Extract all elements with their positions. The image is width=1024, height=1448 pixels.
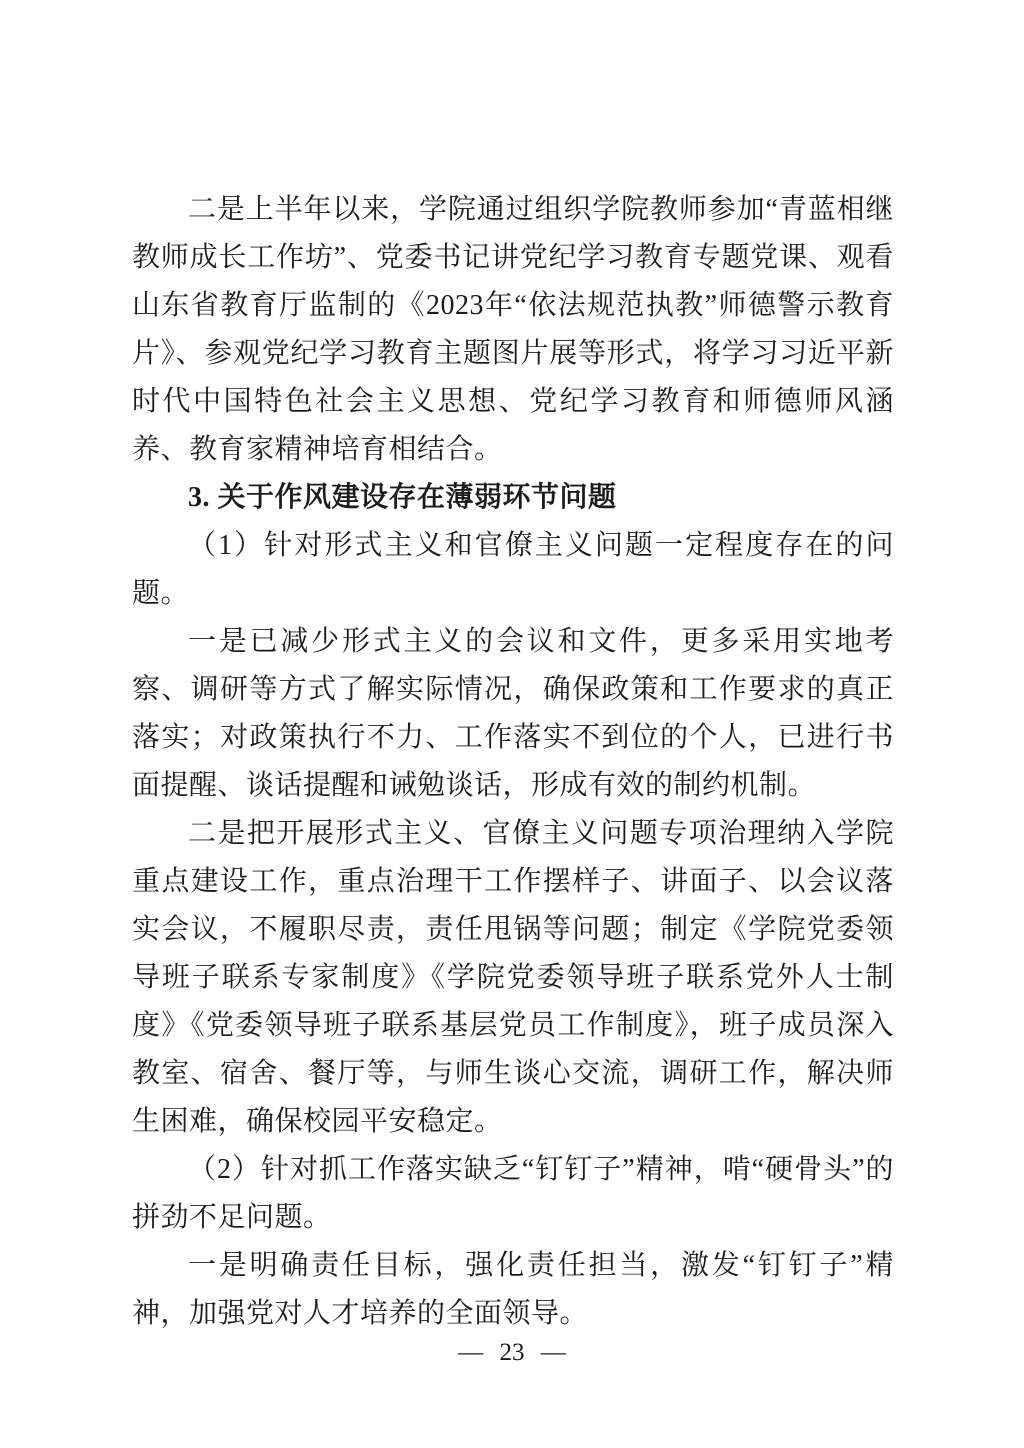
paragraph: 一是已减少形式主义的会议和文件，更多采用实地考察、调研等方式了解实际情况，确保政策和工作要求的真正落实；对政策执行不力、工作落实不到位的个人，已进行书面提醒、谈话提醒和诫勉谈话，形成有效的制约机制。	[132, 626, 894, 801]
page-number-footer: — 23 —	[458, 1339, 566, 1366]
paragraph: 一是明确责任目标，强化责任担当，激发“钉钉子”精神，加强党对人才培养的全面领导。	[132, 1250, 894, 1329]
text-block	[132, 186, 894, 1338]
section-heading: 3. 关于作风建设存在薄弱环节问题	[188, 482, 617, 513]
paragraph: 二是把开展形式主义、官僚主义问题专项治理纳入学院重点建设工作，重点治理干工作摆样子、讲面子、以会议落实会议，不履职尽责，责任甩锅等问题；制定《学院党委领导班子联系专家制度》《学院党委领导班子联系党外人士制度》《党委领导班子联系基层党员工作制度》，班子成员深入教室、宿舍、餐厅等，与师生谈心交流，调研工作，解决师生困难，确保校园平安稳定。	[132, 818, 894, 1137]
paragraph: （1）针对形式主义和官僚主义问题一定程度存在的问题。	[132, 530, 894, 609]
paragraph: 二是上半年以来，学院通过组织学院教师参加“青蓝相继教师成长工作坊”、党委书记讲党纪学习教育专题党课、观看山东省教育厅监制的《2023年“依法规范执教”师德警示教育片》、参观党纪学习教育主题图片展等形式，将学习习近平新时代中国特色社会主义思想、党纪学习教育和师德师风涵养、教育家精神培育相结合。	[132, 194, 894, 465]
paragraph: （2）针对抓工作落实缺乏“钉钉子”精神，啃“硬骨头”的拼劲不足问题。	[132, 1154, 894, 1233]
